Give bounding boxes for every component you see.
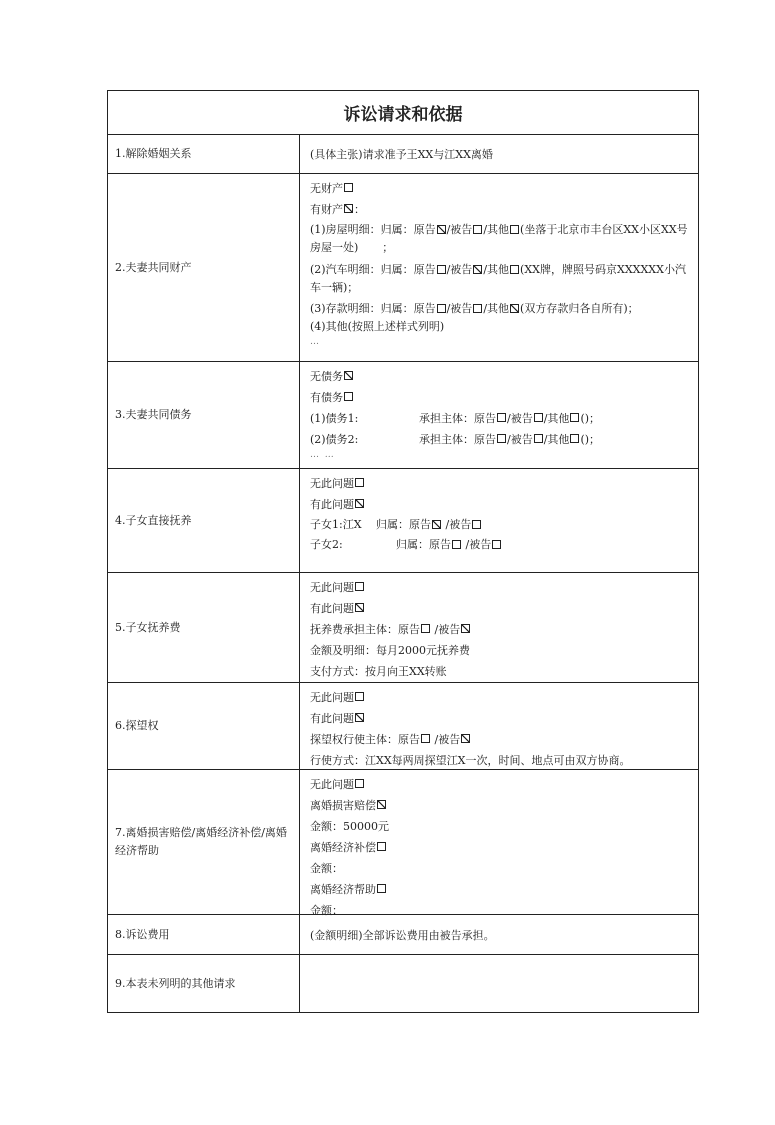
payer-plaintiff-checkbox[interactable] bbox=[421, 624, 430, 633]
has-issue-checkbox[interactable] bbox=[355, 713, 364, 722]
deposit-other-checkbox[interactable] bbox=[510, 304, 519, 313]
house-defendant-checkbox[interactable] bbox=[473, 225, 482, 234]
car-detail-line: (2)汽车明细：归属：原告 /被告 /其他 (XX牌，牌照号码京XXXXXX小汽车一辆)； bbox=[310, 263, 686, 294]
has-property-line: 有财产 ： bbox=[310, 202, 365, 216]
debt-2-plaintiff-checkbox[interactable] bbox=[497, 434, 506, 443]
child-1-line: 子女1:江X 归属：原告 /被告 bbox=[310, 514, 688, 534]
compensation-line: 离婚经济补偿 bbox=[310, 836, 688, 857]
holder-defendant-checkbox[interactable] bbox=[461, 734, 470, 743]
row-label: 3.夫妻共同债务 bbox=[108, 362, 300, 468]
car-defendant-checkbox[interactable] bbox=[473, 265, 482, 274]
no-debt-checkbox[interactable] bbox=[344, 371, 353, 380]
row-visitation bbox=[108, 683, 698, 770]
form-title: 诉讼请求和依据 bbox=[108, 91, 698, 135]
no-issue-checkbox[interactable] bbox=[355, 692, 364, 701]
no-property-checkbox[interactable] bbox=[344, 183, 353, 192]
house-plaintiff-checkbox[interactable] bbox=[437, 225, 446, 234]
has-issue-line: 有此问题 bbox=[310, 707, 688, 728]
ellipsis: … bbox=[310, 337, 319, 347]
has-issue-checkbox[interactable] bbox=[355, 603, 364, 612]
debt-1-other-checkbox[interactable] bbox=[570, 413, 579, 422]
debt-2-line: (2)债务2: 承担主体：原告 /被告 /其他 ()； bbox=[310, 432, 601, 446]
row-litigation-fees bbox=[108, 915, 698, 955]
row-other-requests bbox=[108, 955, 698, 1012]
litigation-request-form bbox=[107, 90, 699, 1013]
damages-amount-line: 金额：50000元 bbox=[310, 819, 389, 833]
has-debt-checkbox[interactable] bbox=[344, 392, 353, 401]
debt-2-other-checkbox[interactable] bbox=[570, 434, 579, 443]
visitation-holder-line: 探望权行使主体：原告 /被告 bbox=[310, 728, 688, 749]
support-method-line: 支付方式：按月向王XX转账 bbox=[310, 664, 447, 678]
deposit-plaintiff-checkbox[interactable] bbox=[437, 304, 446, 313]
row-label: 4.子女直接抚养 bbox=[108, 469, 300, 572]
row-content bbox=[300, 573, 698, 682]
row-child-custody bbox=[108, 469, 698, 573]
no-issue-line: 无此问题 bbox=[310, 686, 688, 707]
row-divorce-compensation bbox=[108, 770, 698, 915]
row-joint-property bbox=[108, 174, 698, 362]
row-content bbox=[300, 915, 698, 954]
has-issue-line: 有此问题 bbox=[310, 597, 688, 618]
row-content bbox=[300, 135, 698, 173]
row-label: 8.诉讼费用 bbox=[108, 915, 300, 954]
no-issue-checkbox[interactable] bbox=[355, 478, 364, 487]
child-1-defendant-checkbox[interactable] bbox=[472, 520, 481, 529]
child-2-line: 子女2: 归属：原告 /被告 bbox=[310, 534, 688, 554]
support-payer-line: 抚养费承担主体：原告 /被告 bbox=[310, 618, 688, 639]
row-label: 9.本表未列明的其他请求 bbox=[108, 955, 300, 1012]
debt-2-defendant-checkbox[interactable] bbox=[534, 434, 543, 443]
has-issue-line: 有此问题 bbox=[310, 493, 688, 514]
ellipsis: … … bbox=[310, 450, 334, 460]
no-debt-line: 无债务 bbox=[310, 365, 688, 386]
fees-text: (金额明细)全部诉讼费用由被告承担。 bbox=[310, 928, 495, 942]
house-detail-line: (1)房屋明细：归属：原告 /被告 /其他 (坐落于北京市丰台区XX小区XX号房屋一处) ； bbox=[310, 223, 688, 254]
no-issue-checkbox[interactable] bbox=[355, 582, 364, 591]
no-issue-line: 无此问题 bbox=[310, 472, 688, 493]
row-content bbox=[300, 174, 698, 361]
row-content[interactable] bbox=[300, 955, 698, 1012]
row-content bbox=[300, 683, 698, 769]
damages-checkbox[interactable] bbox=[377, 800, 386, 809]
compensation-amount-line: 金额： bbox=[310, 861, 343, 875]
has-issue-checkbox[interactable] bbox=[355, 499, 364, 508]
payer-defendant-checkbox[interactable] bbox=[461, 624, 470, 633]
child-2-plaintiff-checkbox[interactable] bbox=[452, 540, 461, 549]
car-other-checkbox[interactable] bbox=[510, 265, 519, 274]
child-1-plaintiff-checkbox[interactable] bbox=[432, 520, 441, 529]
debt-1-defendant-checkbox[interactable] bbox=[534, 413, 543, 422]
deposit-defendant-checkbox[interactable] bbox=[473, 304, 482, 313]
claim-text: (具体主张)请求准予王XX与江XX离婚 bbox=[310, 148, 493, 161]
compensation-checkbox[interactable] bbox=[377, 842, 386, 851]
no-issue-line: 无此问题 bbox=[310, 576, 688, 597]
row-label: 5.子女抚养费 bbox=[108, 573, 300, 682]
row-joint-debt bbox=[108, 362, 698, 469]
row-label: 7.离婚损害赔偿/离婚经济补偿/离婚经济帮助 bbox=[108, 770, 300, 914]
assistance-checkbox[interactable] bbox=[377, 884, 386, 893]
damages-line: 离婚损害赔偿 bbox=[310, 794, 688, 815]
row-label: 2.夫妻共同财产 bbox=[108, 174, 300, 361]
no-property-line: 无财产 bbox=[310, 177, 688, 198]
deposit-detail-line: (3)存款明细：归属：原告 /被告 /其他 (双方存款归各自所有)； bbox=[310, 302, 639, 315]
row-label: 1.解除婚姻关系 bbox=[108, 135, 300, 173]
debt-1-plaintiff-checkbox[interactable] bbox=[497, 413, 506, 422]
other-property-line: (4)其他(按照上述样式列明) bbox=[310, 320, 445, 333]
support-amount-line: 金额及明细：每月2000元抚养费 bbox=[310, 643, 470, 657]
row-content bbox=[300, 469, 698, 572]
child-2-defendant-checkbox[interactable] bbox=[492, 540, 501, 549]
has-debt-line: 有债务 bbox=[310, 386, 688, 407]
car-plaintiff-checkbox[interactable] bbox=[437, 265, 446, 274]
row-content bbox=[300, 362, 698, 468]
assistance-line: 离婚经济帮助 bbox=[310, 878, 688, 899]
row-child-support bbox=[108, 573, 698, 683]
has-property-checkbox[interactable] bbox=[344, 204, 353, 213]
house-other-checkbox[interactable] bbox=[510, 225, 519, 234]
holder-plaintiff-checkbox[interactable] bbox=[421, 734, 430, 743]
row-dissolve-marriage bbox=[108, 135, 698, 174]
no-issue-checkbox[interactable] bbox=[355, 779, 364, 788]
visitation-method-line: 行使方式：江XX每两周探望江X一次，时间、地点可由双方协商。 bbox=[310, 753, 631, 767]
row-content bbox=[300, 770, 698, 917]
row-label: 6.探望权 bbox=[108, 683, 300, 769]
no-issue-line: 无此问题 bbox=[310, 773, 688, 794]
debt-1-line: (1)债务1: 承担主体：原告 /被告 /其他 ()； bbox=[310, 411, 601, 425]
assistance-amount-line: 金额： bbox=[310, 903, 343, 917]
